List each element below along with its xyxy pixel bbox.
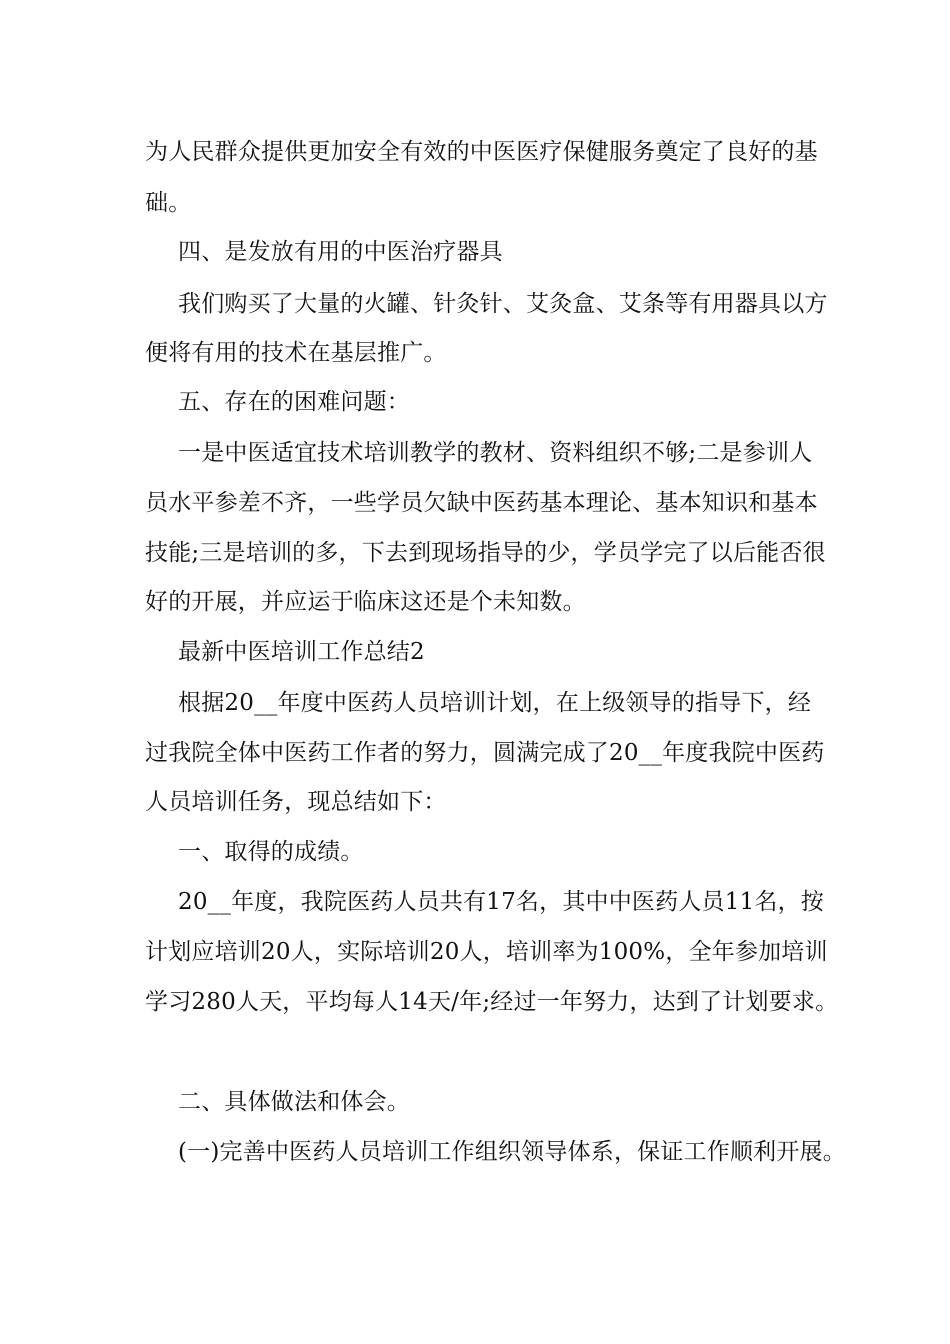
paragraph-line: 一是中医适宜技术培训教学的教材、资料组织不够;二是参训人	[178, 440, 813, 466]
paragraph-line: 过我院全体中医药工作者的努力，圆满完成了20__年度我院中医药	[145, 740, 825, 766]
subsection-heading: (一)完善中医药人员培训工作组织领导体系，保证工作顺利开展。	[178, 1139, 846, 1165]
paragraph-line: 员水平参差不齐，一些学员欠缺中医药基本理论、基本知识和基本	[145, 490, 818, 516]
paragraph-line: 好的开展，并应运于临床这还是个未知数。	[145, 589, 586, 615]
paragraph-line: 学习280人天，平均每人14天/年;经过一年努力，达到了计划要求。	[145, 989, 839, 1015]
paragraph-line: 人员培训任务，现总结如下：	[145, 789, 447, 815]
section-heading: 二、具体做法和体会。	[178, 1089, 410, 1115]
paragraph-line: 便将有用的技术在基层推广。	[145, 340, 447, 366]
paragraph-line: 我们购买了大量的火罐、针灸针、艾灸盒、艾条等有用器具以方	[178, 291, 828, 317]
document-title: 最新中医培训工作总结2	[178, 639, 425, 665]
paragraph-line: 技能;三是培训的多，下去到现场指导的少，学员学完了以后能否很	[145, 540, 826, 566]
section-heading: 五、存在的困难问题：	[178, 389, 410, 415]
section-heading: 四、是发放有用的中医治疗器具	[178, 239, 503, 265]
paragraph-line: 础。	[145, 190, 192, 216]
paragraph-line: 根据20__年度中医药人员培训计划，在上级领导的指导下，经	[178, 690, 812, 716]
section-heading: 一、取得的成绩。	[178, 839, 364, 865]
paragraph-line: 计划应培训20人，实际培训20人，培训率为100%，全年参加培训	[145, 939, 828, 965]
paragraph-line: 20__年度，我院医药人员共有17名，其中中医药人员11名，按	[178, 889, 824, 915]
paragraph-line: 为人民群众提供更加安全有效的中医医疗保健服务奠定了良好的基	[145, 139, 818, 165]
